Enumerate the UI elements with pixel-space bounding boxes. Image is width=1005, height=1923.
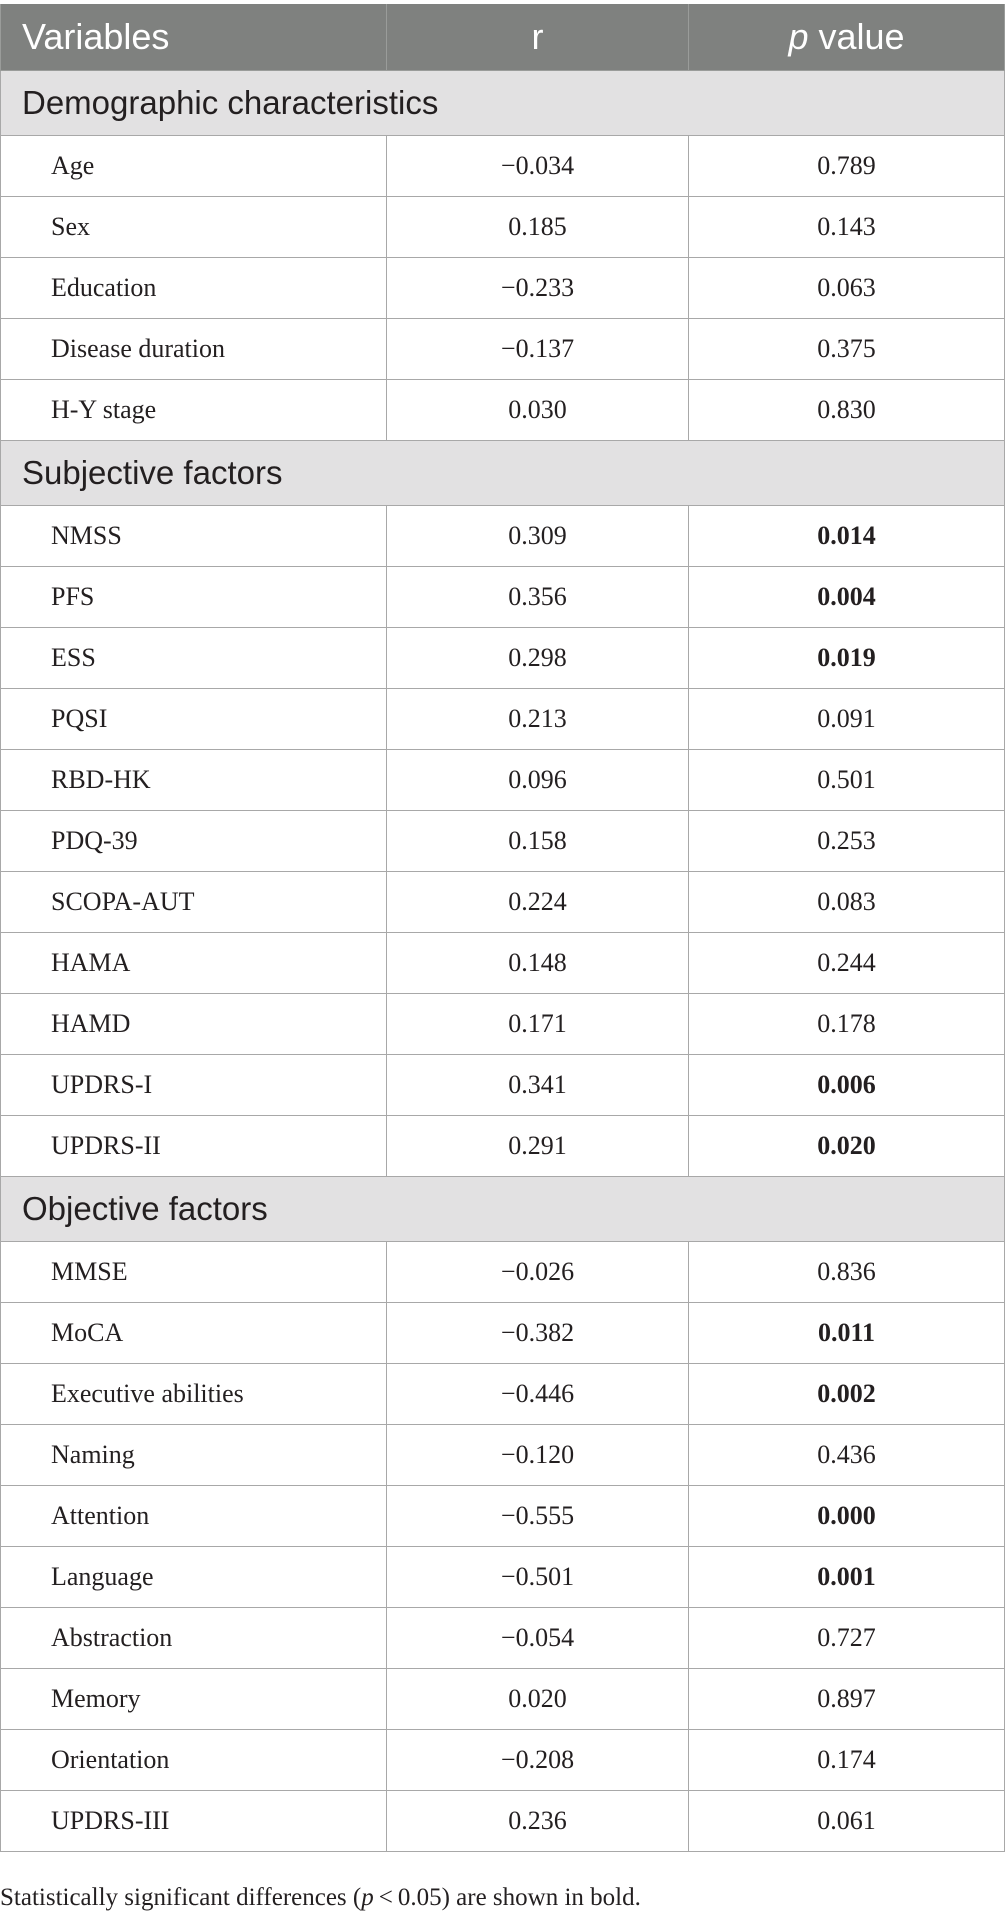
cell-variable: PDQ-39 — [1, 811, 387, 872]
cell-variable: MoCA — [1, 1303, 387, 1364]
cell-variable: Executive abilities — [1, 1364, 387, 1425]
table-row — [1, 136, 1005, 197]
cell-r: −0.501 — [387, 1547, 689, 1608]
table-row — [1, 1303, 1005, 1364]
cell-variable: Memory — [1, 1669, 387, 1730]
cell-p-value: 0.178 — [689, 994, 1005, 1055]
table-row — [1, 811, 1005, 872]
table-row — [1, 750, 1005, 811]
table-row — [1, 1425, 1005, 1486]
cell-r: 0.213 — [387, 689, 689, 750]
header-p-italic: p — [788, 16, 809, 57]
cell-variable: MMSE — [1, 1242, 387, 1303]
cell-r: −0.026 — [387, 1242, 689, 1303]
cell-r: 0.224 — [387, 872, 689, 933]
cell-variable: Attention — [1, 1486, 387, 1547]
cell-variable: UPDRS-I — [1, 1055, 387, 1116]
cell-variable: NMSS — [1, 506, 387, 567]
header-variables: Variables — [1, 4, 387, 71]
cell-p-value: 0.253 — [689, 811, 1005, 872]
cell-p-value: 0.375 — [689, 319, 1005, 380]
cell-variable: SCOPA-AUT — [1, 872, 387, 933]
cell-variable: ESS — [1, 628, 387, 689]
cell-variable: H-Y stage — [1, 380, 387, 441]
cell-r: 0.148 — [387, 933, 689, 994]
cell-variable: RBD-HK — [1, 750, 387, 811]
table-row — [1, 319, 1005, 380]
cell-r: −0.054 — [387, 1608, 689, 1669]
cell-variable: Orientation — [1, 1730, 387, 1791]
table-row — [1, 567, 1005, 628]
table-row — [1, 689, 1005, 750]
table-row — [1, 1364, 1005, 1425]
cell-r: 0.171 — [387, 994, 689, 1055]
table-row — [1, 1547, 1005, 1608]
cell-variable: Education — [1, 258, 387, 319]
cell-variable: HAMA — [1, 933, 387, 994]
cell-variable: Naming — [1, 1425, 387, 1486]
cell-r: 0.309 — [387, 506, 689, 567]
cell-r: 0.158 — [387, 811, 689, 872]
cell-p-value: 0.000 — [689, 1486, 1005, 1547]
cell-variable: HAMD — [1, 994, 387, 1055]
footnote-after: < 0.05) are shown in bold. — [373, 1884, 641, 1911]
table-row — [1, 1116, 1005, 1177]
cell-variable: UPDRS-II — [1, 1116, 387, 1177]
cell-p-value: 0.830 — [689, 380, 1005, 441]
cell-variable: Disease duration — [1, 319, 387, 380]
footnote-before: Statistically significant differences ( — [0, 1884, 362, 1911]
section-row — [1, 441, 1005, 506]
cell-p-value: 0.014 — [689, 506, 1005, 567]
cell-r: 0.096 — [387, 750, 689, 811]
cell-p-value: 0.727 — [689, 1608, 1005, 1669]
table-row — [1, 1669, 1005, 1730]
cell-r: 0.341 — [387, 1055, 689, 1116]
cell-p-value: 0.001 — [689, 1547, 1005, 1608]
cell-p-value: 0.002 — [689, 1364, 1005, 1425]
cell-r: −0.208 — [387, 1730, 689, 1791]
cell-r: 0.030 — [387, 380, 689, 441]
cell-p-value: 0.020 — [689, 1116, 1005, 1177]
cell-p-value: 0.091 — [689, 689, 1005, 750]
table-row — [1, 1055, 1005, 1116]
table-row — [1, 506, 1005, 567]
table-row — [1, 994, 1005, 1055]
cell-r: 0.356 — [387, 567, 689, 628]
cell-variable: Age — [1, 136, 387, 197]
cell-p-value: 0.006 — [689, 1055, 1005, 1116]
table-row — [1, 628, 1005, 689]
cell-p-value: 0.836 — [689, 1242, 1005, 1303]
header-p-rest: value — [808, 16, 905, 57]
cell-r: 0.291 — [387, 1116, 689, 1177]
cell-r: 0.185 — [387, 197, 689, 258]
cell-p-value: 0.011 — [689, 1303, 1005, 1364]
header-r: r — [387, 4, 689, 71]
cell-variable: UPDRS-III — [1, 1791, 387, 1852]
cell-p-value: 0.019 — [689, 628, 1005, 689]
cell-p-value: 0.897 — [689, 1669, 1005, 1730]
cell-variable: Language — [1, 1547, 387, 1608]
cell-r: 0.020 — [387, 1669, 689, 1730]
footnote-p-italic: p — [361, 1884, 374, 1911]
cell-p-value: 0.501 — [689, 750, 1005, 811]
cell-p-value: 0.004 — [689, 567, 1005, 628]
section-title: Subjective factors — [1, 441, 1005, 506]
cell-r: −0.034 — [387, 136, 689, 197]
cell-p-value: 0.143 — [689, 197, 1005, 258]
cell-p-value: 0.083 — [689, 872, 1005, 933]
cell-variable: Abstraction — [1, 1608, 387, 1669]
section-row — [1, 1177, 1005, 1242]
cell-p-value: 0.244 — [689, 933, 1005, 994]
cell-r: 0.298 — [387, 628, 689, 689]
header-row — [1, 4, 1005, 71]
section-row — [1, 71, 1005, 136]
table-row — [1, 1608, 1005, 1669]
cell-variable: PQSI — [1, 689, 387, 750]
cell-r: −0.446 — [387, 1364, 689, 1425]
table-row — [1, 380, 1005, 441]
cell-p-value: 0.436 — [689, 1425, 1005, 1486]
cell-variable: Sex — [1, 197, 387, 258]
cell-p-value: 0.174 — [689, 1730, 1005, 1791]
table-body — [1, 71, 1005, 1852]
cell-p-value: 0.061 — [689, 1791, 1005, 1852]
header-p-value — [689, 4, 1005, 71]
cell-p-value: 0.063 — [689, 258, 1005, 319]
cell-p-value: 0.789 — [689, 136, 1005, 197]
cell-r: −0.120 — [387, 1425, 689, 1486]
cell-variable: PFS — [1, 567, 387, 628]
section-title: Objective factors — [1, 1177, 1005, 1242]
table-row — [1, 933, 1005, 994]
cell-r: −0.233 — [387, 258, 689, 319]
cell-r: 0.236 — [387, 1791, 689, 1852]
table-footnote — [0, 1884, 641, 1912]
table-row — [1, 1242, 1005, 1303]
section-title: Demographic characteristics — [1, 71, 1005, 136]
cell-r: −0.137 — [387, 319, 689, 380]
table-row — [1, 1791, 1005, 1852]
table-row — [1, 197, 1005, 258]
correlation-table — [0, 4, 1005, 1852]
table-row — [1, 872, 1005, 933]
table-row — [1, 1730, 1005, 1791]
cell-r: −0.382 — [387, 1303, 689, 1364]
table-row — [1, 258, 1005, 319]
table-header — [1, 4, 1005, 71]
table-row — [1, 1486, 1005, 1547]
cell-r: −0.555 — [387, 1486, 689, 1547]
